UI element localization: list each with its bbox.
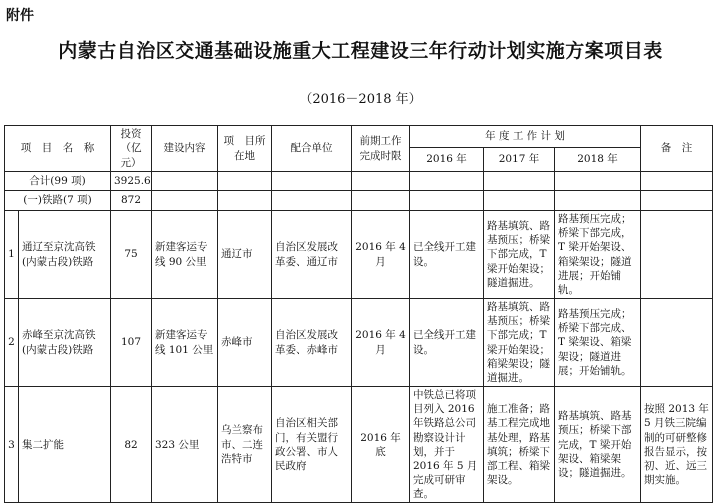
header-2016: 2016 年 xyxy=(410,148,484,172)
table-row xyxy=(5,387,713,503)
row-plan-2016: 已全线开工建设。 xyxy=(410,211,484,299)
row-plan-2018: 路基填筑、路基预压；桥梁下部完成，T 梁开始架设、箱梁架设；隧道掘进。 xyxy=(555,387,641,503)
empty-cell xyxy=(352,172,410,191)
row-project-name: 集二扩能 xyxy=(19,387,111,503)
row-location: 乌兰察布市、二连浩特市 xyxy=(218,387,272,503)
row-prework: 2016 年 4 月 xyxy=(352,299,410,387)
total-investment: 3925.6 xyxy=(111,172,152,191)
empty-cell xyxy=(272,172,352,191)
empty-cell xyxy=(555,172,641,191)
section-investment: 872 xyxy=(111,191,152,211)
row-plan-2017: 施工准备；路基工程完成地基处理，路基填筑；桥梁下部工程、箱梁架设。 xyxy=(484,387,555,503)
header-unit: 配合单位 xyxy=(272,126,352,172)
empty-cell xyxy=(152,172,218,191)
row-remarks: 按照 2013 年 5 月铁三院编制的可研整修报告显示，按初、近、远三期实施。 xyxy=(641,387,713,503)
row-plan-2018: 路基预压完成；桥梁下部完成，T 梁开始架设、箱梁架设；隧道进展；开始铺轨。 xyxy=(555,211,641,299)
header-remarks: 备 注 xyxy=(641,126,713,172)
empty-cell xyxy=(352,191,410,211)
header-project-name: 项 目 名 称 xyxy=(5,126,111,172)
empty-cell xyxy=(152,191,218,211)
row-plan-2017: 路基填筑、路基预压；桥梁下部完成；T 梁开始架设；箱梁架设；隧道掘进。 xyxy=(484,299,555,387)
row-plan-2018: 路基预压完成；桥梁下部完成、T 梁架设、箱梁架设；隧道进展；开始铺轨。 xyxy=(555,299,641,387)
header-investment: 投资（亿元） xyxy=(111,126,152,172)
row-prework: 2016 年 4 月 xyxy=(352,211,410,299)
empty-cell xyxy=(641,172,713,191)
row-project-name: 赤峰至京沈高铁(内蒙古段)铁路 xyxy=(19,299,111,387)
table-row xyxy=(5,211,713,299)
row-content: 新建客运专线 101 公里 xyxy=(152,299,218,387)
empty-cell xyxy=(410,172,484,191)
total-label: 合计(99 项) xyxy=(5,172,111,191)
row-content: 新建客运专线 90 公里 xyxy=(152,211,218,299)
project-table xyxy=(4,125,713,503)
empty-cell xyxy=(641,191,713,211)
header-prework: 前期工作完成时限 xyxy=(352,126,410,172)
row-investment: 75 xyxy=(111,211,152,299)
row-remarks xyxy=(641,299,713,387)
row-unit: 自治区发展改革委、通辽市 xyxy=(272,211,352,299)
empty-cell xyxy=(218,172,272,191)
table-row xyxy=(5,299,713,387)
empty-cell xyxy=(272,191,352,211)
row-unit: 自治区相关部门，有关盟行政公署、市人民政府 xyxy=(272,387,352,503)
row-location: 通辽市 xyxy=(218,211,272,299)
row-remarks xyxy=(641,211,713,299)
header-row-1 xyxy=(5,126,713,148)
header-2017: 2017 年 xyxy=(484,148,555,172)
row-plan-2016: 已全线开工建设。 xyxy=(410,299,484,387)
document-period: （2016－2018 年） xyxy=(299,92,422,107)
empty-cell xyxy=(218,191,272,211)
row-prework: 2016 年底 xyxy=(352,387,410,503)
row-project-name: 通辽至京沈高铁(内蒙古段)铁路 xyxy=(19,211,111,299)
header-content: 建设内容 xyxy=(152,126,218,172)
empty-cell xyxy=(484,172,555,191)
row-investment: 82 xyxy=(111,387,152,503)
row-number: 2 xyxy=(5,299,19,387)
row-number: 1 xyxy=(5,211,19,299)
total-row xyxy=(5,172,713,191)
document-title: 内蒙古自治区交通基础设施重大工程建设三年行动计划实施方案项目表 xyxy=(58,40,663,62)
header-location: 项 目所在地 xyxy=(218,126,272,172)
header-2018: 2018 年 xyxy=(555,148,641,172)
section-label: (一)铁路(7 项) xyxy=(5,191,111,211)
row-investment: 107 xyxy=(111,299,152,387)
row-location: 赤峰市 xyxy=(218,299,272,387)
row-unit: 自治区发展改革委、赤峰市 xyxy=(272,299,352,387)
attachment-label: 附件 xyxy=(6,8,34,24)
header-annual-plan: 年 度 工 作 计 划 xyxy=(410,126,641,148)
empty-cell xyxy=(484,191,555,211)
row-plan-2017: 路基填筑、路基预压；桥梁下部完成，T 梁开始架设；隧道掘进。 xyxy=(484,211,555,299)
section-row xyxy=(5,191,713,211)
row-number: 3 xyxy=(5,387,19,503)
empty-cell xyxy=(410,191,484,211)
row-content: 323 公里 xyxy=(152,387,218,503)
empty-cell xyxy=(555,191,641,211)
row-plan-2016: 中铁总已将项目列入 2016 年铁路总公司勘察设计计划，并于 2016 年 5 月完成可研审查。 xyxy=(410,387,484,503)
